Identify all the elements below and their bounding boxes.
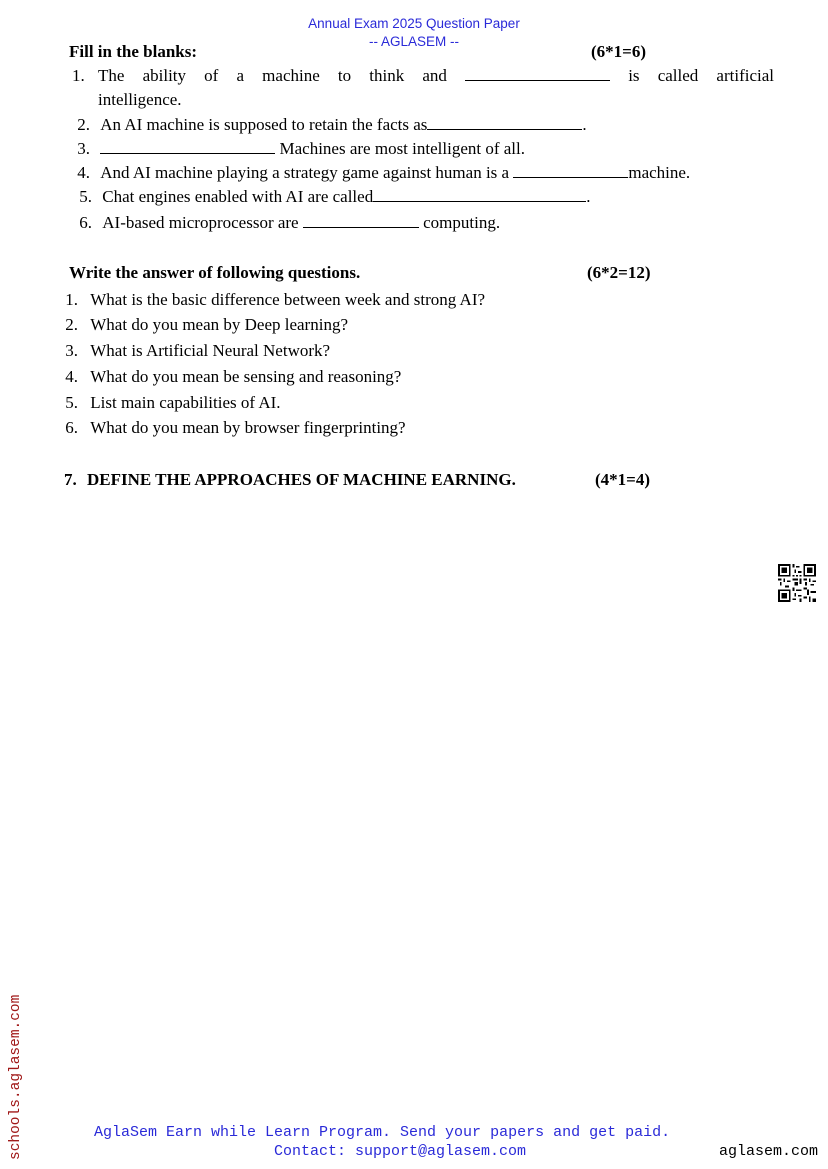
footer-brand: aglasem.com	[718, 1143, 818, 1160]
word: think	[369, 66, 405, 85]
item-number: 2.	[65, 315, 78, 334]
item-text-after: machine.	[628, 163, 691, 182]
item-number: 3.	[65, 341, 78, 360]
word: artificial	[716, 66, 774, 85]
word: called	[657, 66, 699, 85]
question-item-3	[62, 341, 330, 361]
word: machine	[262, 66, 320, 85]
item-number: 7.	[64, 470, 77, 489]
footer-program-text: AglaSem Earn while Learn Program. Send your papers and get paid.	[94, 1124, 671, 1141]
item-text: What do you mean be sensing and reasoning?	[90, 367, 402, 386]
item-text: What do you mean by browser fingerprinting?	[90, 418, 406, 437]
qr-code	[778, 564, 816, 602]
section2-marks: (6*2=12)	[587, 263, 651, 282]
question-item-2	[62, 315, 348, 335]
blank-line	[100, 139, 275, 154]
exam-header-title: Annual Exam 2025 Question Paper	[308, 16, 520, 31]
item-text: Chat engines enabled with AI are called	[102, 187, 374, 206]
item-text: An AI machine is supposed to retain the facts as	[100, 115, 428, 134]
blank-line	[465, 66, 610, 81]
item-text-after: .	[582, 115, 587, 134]
question-item-1	[62, 290, 485, 310]
item-text: List main capabilities of AI.	[90, 393, 281, 412]
item-number: 4.	[65, 367, 78, 386]
fill-item-1-line2: intelligence.	[98, 90, 182, 109]
item-number: 3.	[77, 139, 90, 158]
section1-marks: (6*1=6)	[591, 42, 647, 61]
word: The	[98, 66, 125, 85]
fill-item-6	[74, 213, 500, 233]
fill-item-4	[72, 163, 690, 183]
blank-line	[427, 115, 582, 130]
side-watermark: schools.aglasem.com	[8, 994, 24, 1160]
item-number: 4.	[77, 163, 90, 182]
item-number: 2.	[77, 115, 90, 134]
blank-line	[513, 163, 628, 178]
item-text: AI-based microprocessor are	[102, 213, 303, 232]
fill-item-1-number: 1.	[72, 66, 85, 85]
question-item-6	[62, 418, 406, 438]
question-item-5	[62, 393, 281, 413]
word: a	[236, 66, 245, 85]
fill-item-5	[74, 187, 590, 207]
item-text: What do you mean by Deep learning?	[90, 315, 348, 334]
section3-marks: (4*1=4)	[595, 470, 651, 489]
section1-title: Fill in the blanks:	[69, 42, 198, 61]
blank-line	[303, 213, 419, 228]
item-text-after: .	[586, 187, 591, 206]
item-number: 5.	[79, 187, 92, 206]
item-number: 1.	[65, 290, 78, 309]
word: to	[337, 66, 352, 85]
section3-title: DEFINE THE APPROACHES OF MACHINE EARNING.	[87, 470, 516, 489]
item-text-after: Machines are most intelligent of all.	[275, 139, 525, 158]
item-text: What is Artificial Neural Network?	[90, 341, 331, 360]
section3-heading	[64, 470, 516, 490]
word: ability	[142, 66, 187, 85]
word: and	[422, 66, 447, 85]
item-text-after: computing.	[418, 213, 501, 232]
exam-header-brand: -- AGLASEM --	[368, 34, 459, 49]
word: of	[204, 66, 219, 85]
fill-item-1-line1	[98, 66, 774, 86]
section2-title: Write the answer of following questions.	[69, 263, 361, 282]
item-number: 6.	[79, 213, 92, 232]
word: is	[628, 66, 640, 85]
fill-item-3	[72, 139, 525, 159]
item-text: What is the basic difference between week and strong AI?	[90, 290, 486, 309]
fill-item-2	[72, 115, 587, 135]
blank-line	[373, 187, 586, 202]
item-text: And AI machine playing a strategy game against human is a	[100, 163, 514, 182]
item-number: 5.	[65, 393, 78, 412]
item-number: 6.	[65, 418, 78, 437]
footer-contact-text: Contact: support@aglasem.com	[274, 1143, 527, 1160]
question-item-4	[62, 367, 401, 387]
